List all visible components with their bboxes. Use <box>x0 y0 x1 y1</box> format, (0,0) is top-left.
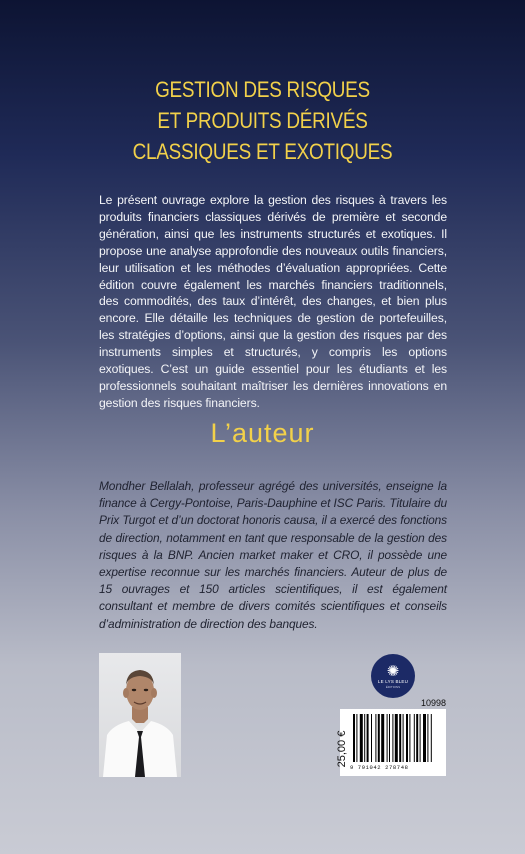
publisher-subtitle: ÉDITIONS <box>385 684 401 689</box>
title-line-2: ET PRODUITS DÉRIVÉS <box>157 108 368 133</box>
lys-flower-icon: ✺ <box>386 662 400 680</box>
book-title <box>37 74 489 167</box>
product-code: 10998 <box>420 698 446 708</box>
author-photo <box>99 653 181 777</box>
author-heading: L’auteur <box>210 418 315 448</box>
title-line-1: GESTION DES RISQUES <box>155 77 370 102</box>
barcode-icon <box>353 714 443 762</box>
title-line-3: CLASSIQUES ET EXOTIQUES <box>132 139 393 164</box>
isbn-digits: 9 791042 278748 <box>350 764 409 771</box>
publisher-logo <box>371 654 415 698</box>
author-portrait-icon <box>99 653 181 777</box>
barcode-box <box>340 709 446 776</box>
price-label: 25,00 € <box>336 730 348 768</box>
book-summary: Le présent ouvrage explore la gestion des risques à travers les produits financiers classiques dérivés de première et seconde génération, ainsi que les instruments structurés et exotiques. Il propose une analyse approfondie des nouveaux outils financiers, leur utilisation et les méthodes d’évaluation appropriées. Cette édition couvre également les marchés financiers traditionnels, des commodités, des taux d’intérêt, des changes, et bien plus encore. Elle détaille les techniques de gestion de portefeuilles, les stratégies d’options, ainsi que la gestion des risques par des instruments simples et structurés, y compris les options exotiques. C’est un guide essentiel pour les étudiants et les professionnels souhaitant maîtriser les dernières innovations en gestion des risques financiers. <box>99 193 447 410</box>
author-bio: Mondher Bellalah, professeur agrégé des universités, enseigne la finance à Cergy-Pontoise, Paris-Dauphine et ISC Paris. Titulaire du Prix Turgot et d’un doctorat honoris causa, il a exercé des fonctions de direction, notamment en tant que responsable de la gestion des risques à la BNP. Ancien market maker et CRO, il possède une expertise reconnue sur les marchés financiers. Auteur de plus de 15 ouvrages et 150 articles scientifiques, il est également consultant et membre de divers comités scientifiques et conseils d’administration de direction des banques. <box>99 479 447 631</box>
publisher-name: LE LYS BLEU <box>377 678 409 684</box>
